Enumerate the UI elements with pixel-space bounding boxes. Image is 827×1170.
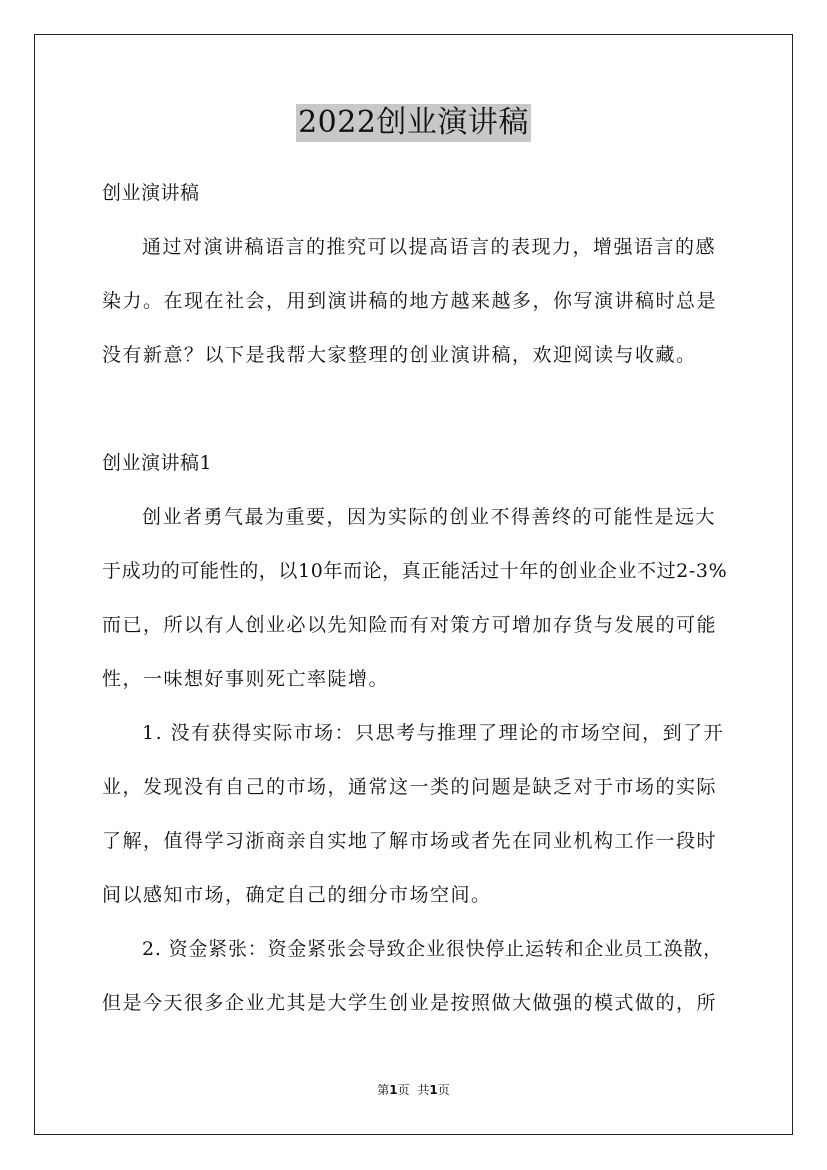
section-heading: 创业演讲稿1	[102, 452, 213, 474]
page-number: 1	[389, 1083, 398, 1097]
title-container	[0, 104, 827, 142]
intro-line: 染力。在现在社会，用到演讲稿的地方越来越多，你写演讲稿时总是	[102, 290, 718, 312]
paragraph-line: 而已，所以有人创业必以先知险而有对策方可增加存货与发展的可能	[102, 614, 718, 636]
total-label-prefix: 共	[417, 1083, 430, 1097]
paragraph-line: 了解，值得学习浙商亲自实地了解市场或者先在同业机构工作一段时	[102, 830, 718, 852]
intro-line: 通过对演讲稿语言的推究可以提高语言的表现力，增强语言的感	[142, 236, 717, 258]
paragraph-line: 创业者勇气最为重要，因为实际的创业不得善终的可能性是远大	[142, 506, 717, 528]
paragraph-line: 2. 资金紧张：资金紧张会导致企业很快停止运转和企业员工涣散，	[142, 938, 723, 960]
paragraph-line: 于成功的可能性的，以10年而论，真正能活过十年的创业企业不过2-3%	[102, 560, 728, 582]
paragraph-line: 业，发现没有自己的市场，通常这一类的问题是缺乏对于市场的实际	[102, 776, 718, 798]
page-footer	[0, 1082, 827, 1098]
page-label-prefix: 第	[377, 1083, 390, 1097]
page-total: 1	[429, 1083, 438, 1097]
paragraph-line: 性，一味想好事则死亡率陡增。	[102, 668, 390, 690]
paragraph-line: 1. 没有获得实际市场：只思考与推理了理论的市场空间，到了开	[142, 722, 725, 744]
document-title: 2022创业演讲稿	[298, 105, 529, 140]
paragraph-line: 但是今天很多企业尤其是大学生创业是按照做大做强的模式做的，所	[102, 992, 718, 1014]
page-label-mid: 页	[397, 1083, 410, 1097]
intro-line: 没有新意？以下是我帮大家整理的创业演讲稿，欢迎阅读与收藏。	[102, 344, 697, 366]
total-label-suffix: 页	[437, 1083, 450, 1097]
paragraph-line: 间以感知市场，确定自己的细分市场空间。	[102, 884, 492, 906]
document-body	[102, 178, 738, 1042]
document-subtitle: 创业演讲稿	[102, 182, 200, 204]
paragraph-gap	[102, 394, 738, 448]
